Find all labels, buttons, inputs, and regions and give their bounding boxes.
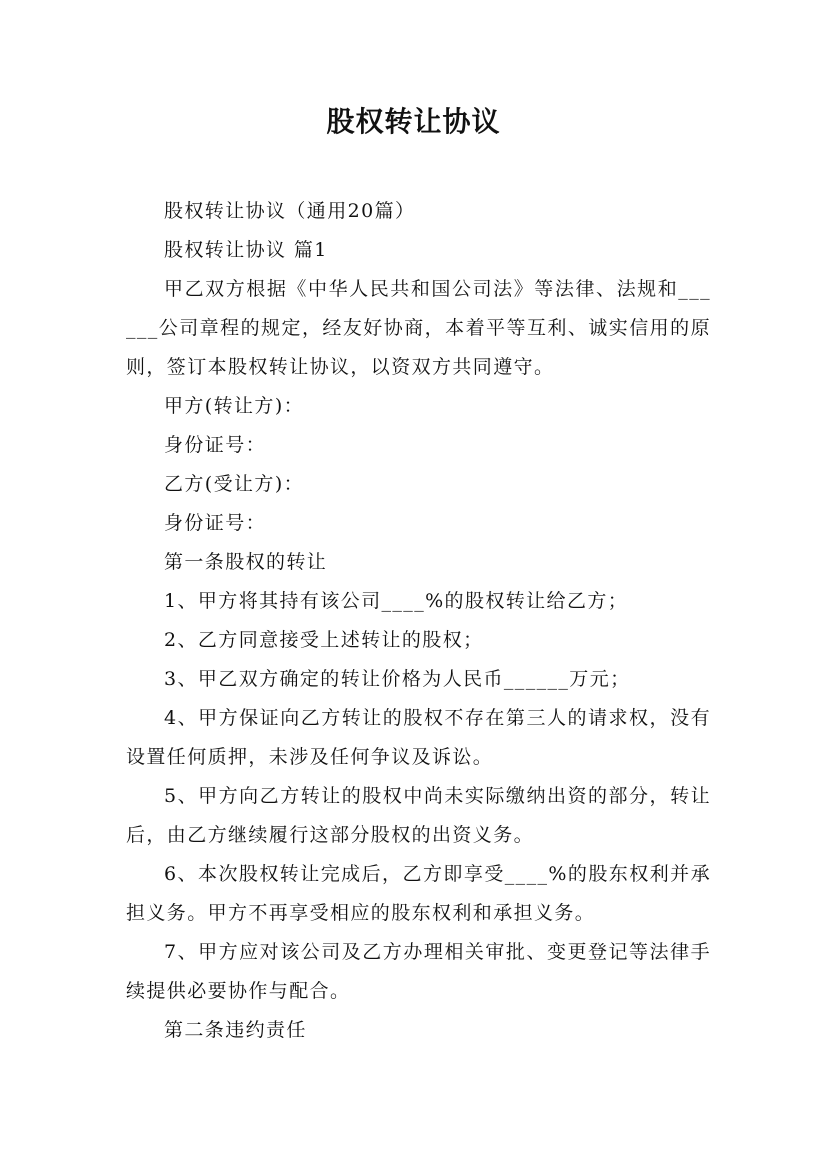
clause-item: 1、甲方将其持有该公司____%的股权转让给乙方； — [164, 590, 629, 612]
article-heading: 第二条违约责任 — [164, 1019, 307, 1041]
clause-item: 5、甲方向乙方转让的股权中尚未实际缴纳出资的部分，转让后，由乙方继续履行这部分股权的出资义务。 — [126, 785, 711, 846]
section-heading: 股权转让协议 篇1 — [164, 239, 328, 261]
clause-item: 3、甲乙双方确定的转让价格为人民币______万元； — [164, 668, 631, 690]
party-b-id-label: 身份证号： — [164, 512, 267, 534]
party-b-label: 乙方(受让方)： — [164, 473, 305, 495]
article-heading: 第一条股权的转让 — [164, 551, 328, 573]
party-a-label: 甲方(转让方)： — [164, 395, 305, 417]
clause-item: 2、乙方同意接受上述转让的股权； — [164, 629, 484, 651]
subtitle: 股权转让协议（通用20篇） — [164, 200, 416, 222]
clause-item: 6、本次股权转让完成后，乙方即享受____%的股东权利并承担义务。甲方不再享受相应的股东权利和承担义务。 — [126, 863, 711, 924]
document-title: 股权转让协议 — [326, 105, 501, 138]
clause-item: 7、甲方应对该公司及乙方办理相关审批、变更登记等法律手续提供必要协作与配合。 — [126, 941, 711, 1002]
clause-item: 4、甲方保证向乙方转让的股权不存在第三人的请求权，没有设置任何质押，未涉及任何争议及诉讼。 — [126, 707, 711, 768]
party-a-id-label: 身份证号： — [164, 434, 267, 456]
intro-paragraph: 甲乙双方根据《中华人民共和国公司法》等法律、法规和______公司章程的规定，经友好协商，本着平等互利、诚实信用的原则，签订本股权转让协议，以资双方共同遵守。 — [126, 278, 711, 378]
document-body — [126, 192, 711, 1050]
